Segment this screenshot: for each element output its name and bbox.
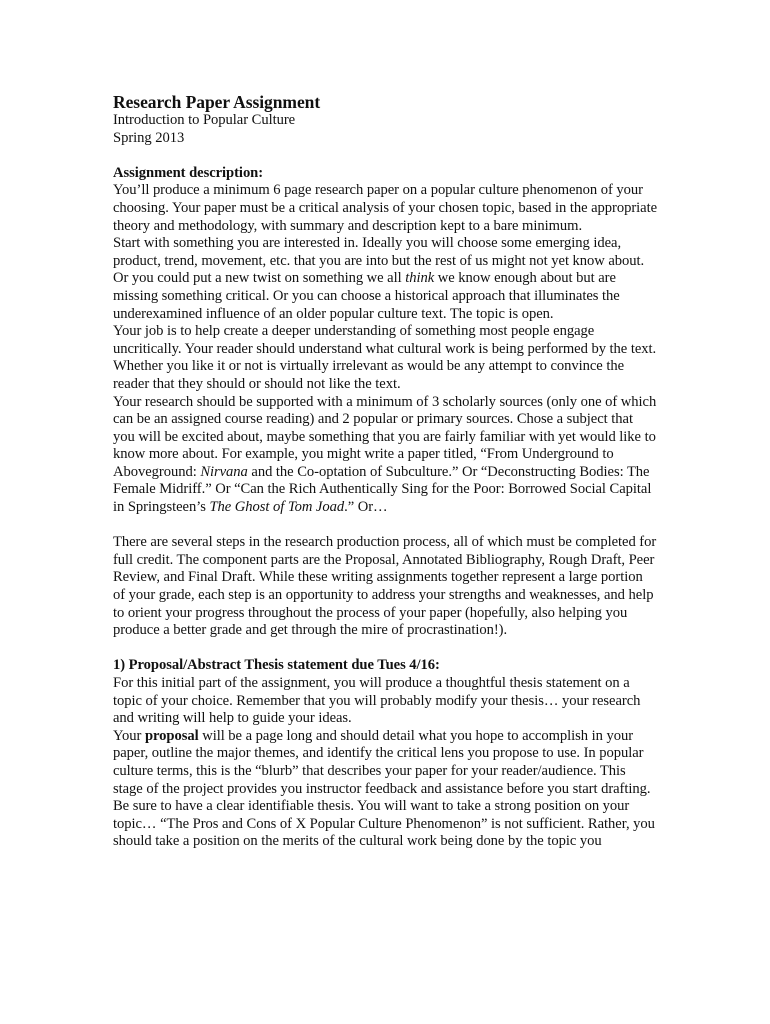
text-run: .” Or… xyxy=(344,499,388,516)
document-page xyxy=(113,92,658,851)
description-paragraph-1: You’ll produce a minimum 6 page research paper on a popular culture phenomenon of your choosing. Your paper must be a critical analysis of your chosen topic, based in the appropriate theory and methodology, with summary and description kept to a bare minimum. xyxy=(113,182,657,234)
description-paragraph-4 xyxy=(113,394,658,517)
text-run: and the Co-optation of Subculture.” Or “Deconstructing Bodies: The Female Midriff.” Or “Can the Rich Authentically Sing for the Poor: Borrowed Social Capital in Springsteen’s xyxy=(113,463,652,516)
description-heading: Assignment description: xyxy=(113,164,264,181)
text-run: will be a page long and should detail what you hope to accomplish in your paper, outline the major themes, and identify the critical lens you propose to use. In popular culture terms, this is the “blurb” that describes your paper for your reader/audience. This stage of the project provides you instructor feedback and assistance before you start drafting. xyxy=(113,727,651,797)
emphasis-proposal: proposal xyxy=(144,727,199,744)
description-paragraph-2 xyxy=(113,235,658,323)
emphasis-nirvana: Nirvana xyxy=(200,463,248,480)
proposal-paragraph-3: Be sure to have a clear identifiable thesis. You will want to take a strong position on your topic… “The Pros and Cons of X Popular Culture Phenomenon” is not sufficient. Rather, you should take a position on the merits of the cultural work being done by the topic you xyxy=(113,798,655,850)
proposal-paragraph-2 xyxy=(113,728,658,798)
text-run: we know enough about but are missing something critical. Or you can choose a historical approach that illuminates the underexamined influence of an older popular culture text. The topic is open. xyxy=(113,270,620,322)
spacer xyxy=(113,147,658,165)
description-paragraph-3: Your job is to help create a deeper understanding of something most people engage uncritically. Your reader should understand what cultural work is being performed by the text. Whether you like it or not is virtually irrelevant as would be any attempt to convince the reader that they should or should not like the text. xyxy=(113,323,657,392)
text-run: Your xyxy=(113,727,145,744)
emphasis-ghost-of-tom-joad: The Ghost of Tom Joad xyxy=(209,499,345,516)
course-name: Introduction to Popular Culture xyxy=(113,112,296,128)
spacer xyxy=(113,517,658,535)
text-run: Your research should be supported with a minimum of 3 scholarly sources (only one of which can be an assigned course reading) and 2 popular or primary sources. Chose a subject that you will be excited about, maybe something that you are fairly familiar with yet would like to know more about. For example, you might write a paper titled, “From Underground to Aboveground: xyxy=(113,393,657,480)
term: Spring 2013 xyxy=(113,129,185,146)
text-run: Start with something you are interested in. Ideally you will choose some emerging idea, product, trend, movement, etc. that you are into but the rest of us might not yet know about. Or you could put a new twist on something we all xyxy=(113,235,645,287)
document-title: Research Paper Assignment xyxy=(113,92,321,112)
spacer xyxy=(113,640,658,658)
emphasis-think: think xyxy=(405,270,435,287)
proposal-heading: 1) Proposal/Abstract Thesis statement due Tues 4/16: xyxy=(113,657,440,674)
proposal-paragraph-1: For this initial part of the assignment, you will produce a thoughtful thesis statement on a topic of your choice. Remember that you will probably modify your thesis… your research and writing will help to guide your ideas. xyxy=(113,675,641,727)
steps-paragraph: There are several steps in the research production process, all of which must be completed for full credit. The component parts are the Proposal, Annotated Bibliography, Rough Draft, Peer Review, and Final Draft. While these writing assignments together represent a large portion of your grade, each step is an opportunity to address your strengths and weaknesses, and help to orient your progress throughout the process of your paper (hopefully, also helping you produce a better grade and get through the mire of procrastination!). xyxy=(113,534,657,639)
